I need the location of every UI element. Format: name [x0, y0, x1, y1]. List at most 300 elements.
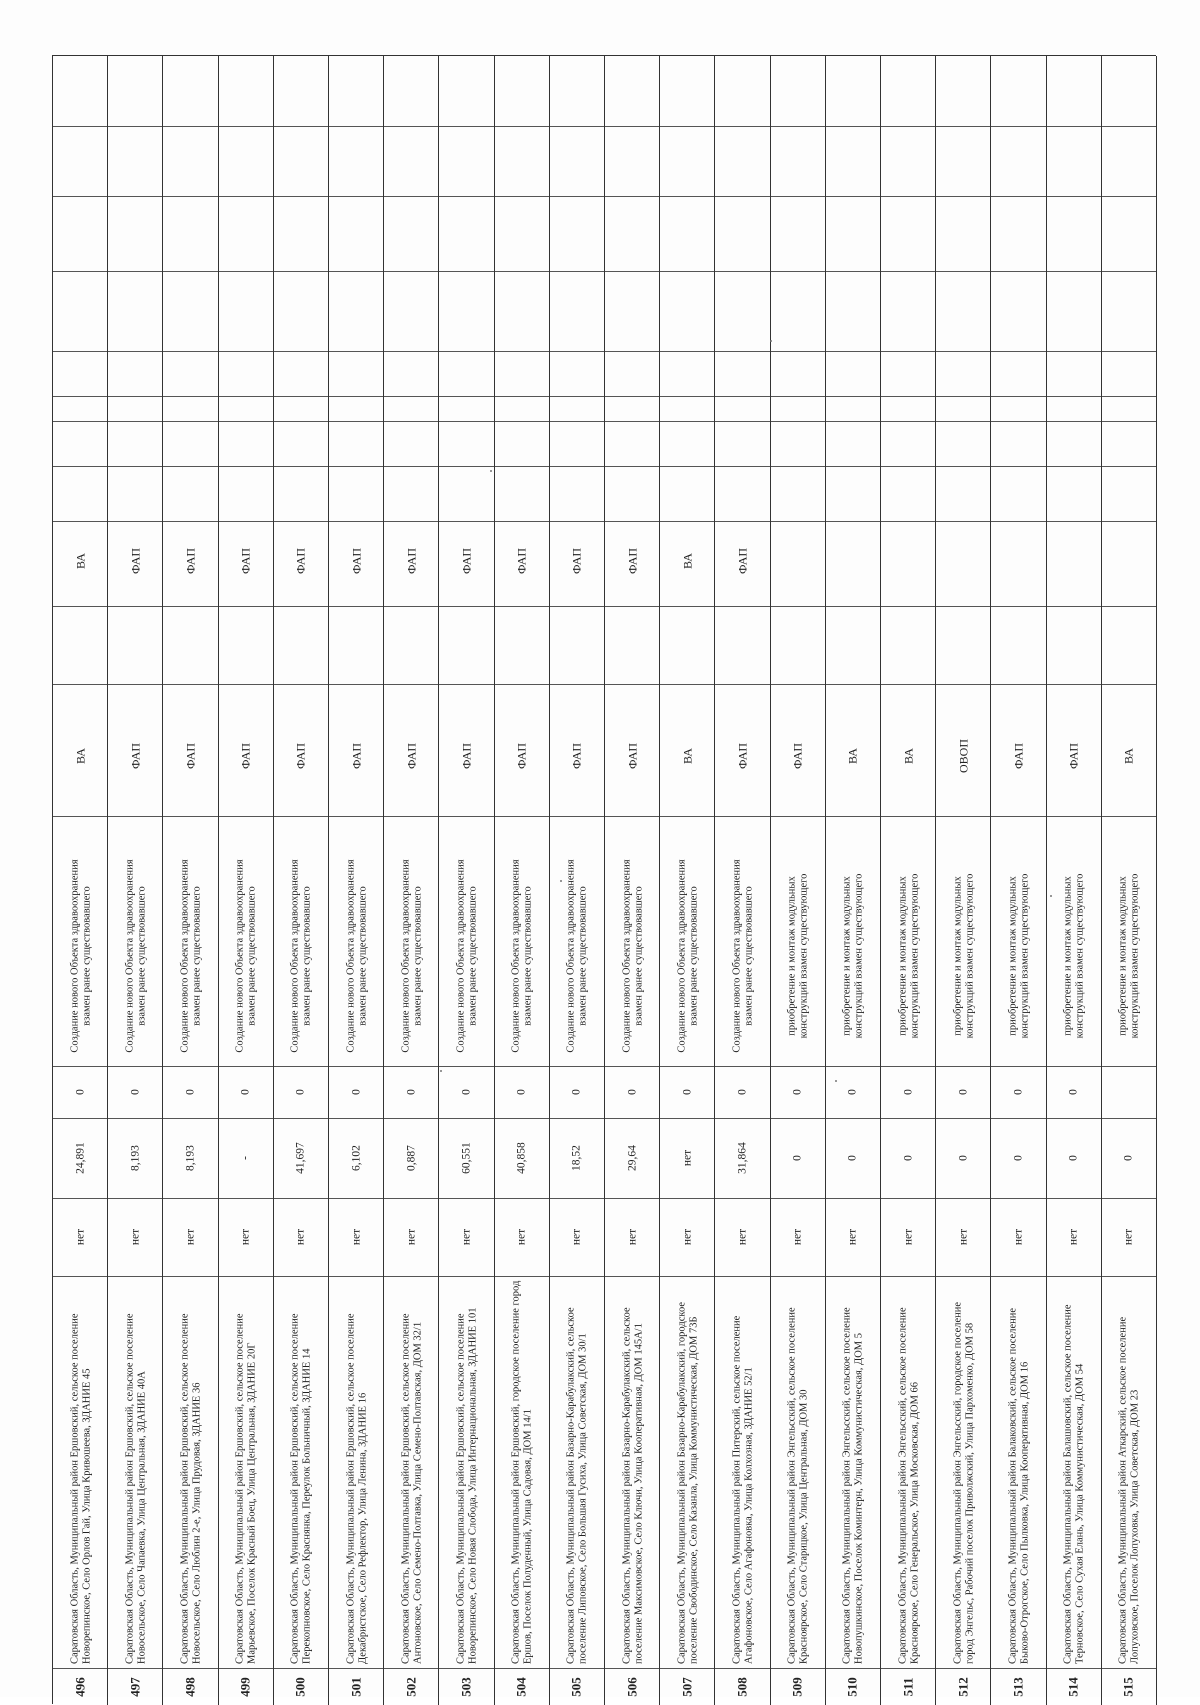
facility-type-cell-text: ФАП	[624, 742, 639, 770]
facility-type-cell	[881, 696, 936, 816]
status-cell-text: нет	[1122, 1228, 1135, 1246]
work-type-cell-text: Создание нового Объекта здравоохранения взамен ранее существовавшего	[676, 859, 699, 1053]
status-cell-text: нет	[736, 1228, 749, 1246]
address-cell	[826, 1276, 881, 1668]
row-number	[1047, 1668, 1102, 1705]
zero-cell	[163, 1066, 218, 1118]
row-number-text: 510	[845, 1676, 861, 1697]
scan-speck	[1050, 895, 1052, 897]
facility-type-cell-text: ФАП	[1011, 742, 1026, 770]
row-number	[163, 1668, 218, 1705]
row-number	[605, 1668, 660, 1705]
work-type-cell-text: Создание нового Объекта здравоохранения взамен ранее существовавшего	[400, 859, 423, 1053]
scan-speck	[835, 1080, 837, 1082]
table-row	[384, 56, 439, 1705]
status-cell-text: нет	[791, 1228, 804, 1246]
address-cell	[439, 1276, 494, 1668]
facility-type-cell	[771, 696, 826, 816]
row-number-text: 512	[955, 1676, 971, 1697]
facility-type-cell-2	[550, 516, 605, 606]
facility-type-cell-2	[495, 516, 550, 606]
table-row	[163, 56, 218, 1705]
status-cell	[53, 1198, 108, 1276]
zero-cell-text: 0	[515, 1089, 528, 1095]
scan-speck	[560, 880, 562, 882]
table-row	[1102, 56, 1157, 1705]
row-number	[771, 1668, 826, 1705]
status-cell-text: нет	[846, 1228, 859, 1246]
area-cell-text: -	[239, 1156, 252, 1160]
row-number-text: 511	[900, 1677, 916, 1696]
row-number-text: 501	[348, 1676, 364, 1697]
status-cell-text: нет	[350, 1228, 363, 1246]
status-cell-text: нет	[460, 1228, 473, 1246]
address-cell-text: Саратовская Область, Муниципальный район Энгельсский, городское поселение город Энгельс, Рабочий поселок Приволжский, Улица Пархоменко, ДОМ 58	[952, 1301, 975, 1664]
status-cell	[715, 1198, 770, 1276]
table-row	[936, 56, 991, 1705]
work-type-cell	[274, 846, 329, 1066]
status-cell	[219, 1198, 274, 1276]
address-cell	[108, 1276, 163, 1668]
row-number	[660, 1668, 715, 1705]
area-cell-text: 41,697	[294, 1142, 307, 1174]
status-cell	[274, 1198, 329, 1276]
zero-cell	[881, 1066, 936, 1118]
address-cell	[495, 1276, 550, 1668]
status-cell-text: нет	[626, 1228, 639, 1246]
scan-speck	[490, 470, 492, 472]
facility-type-cell-text: ВА	[1121, 748, 1136, 764]
zero-cell	[329, 1066, 384, 1118]
scan-speck	[440, 1070, 442, 1072]
row-number-text: 515	[1121, 1676, 1137, 1697]
area-cell	[771, 1118, 826, 1198]
area-cell	[53, 1118, 108, 1198]
zero-cell	[936, 1066, 991, 1118]
area-cell	[660, 1118, 715, 1198]
table-row	[439, 56, 494, 1705]
status-cell	[108, 1198, 163, 1276]
work-type-cell-text: Создание нового Объекта здравоохранения взамен ранее существовавшего	[565, 859, 589, 1053]
area-cell	[1102, 1118, 1157, 1198]
facility-type-cell-text: ФАП	[514, 742, 529, 770]
table-row	[108, 56, 163, 1705]
facility-type-cell-2	[660, 516, 715, 606]
zero-cell-text: 0	[1012, 1089, 1025, 1095]
row-number-text: 514	[1065, 1676, 1081, 1697]
row-number	[1102, 1668, 1157, 1705]
work-type-cell-text: приобретение и монтаж модульных конструкций взамен существующего	[841, 873, 865, 1039]
work-type-cell-text: Создание нового Объекта здравоохранения взамен ранее существовавшего	[731, 859, 754, 1053]
address-cell	[936, 1276, 991, 1668]
facility-type-cell	[1047, 696, 1102, 816]
zero-cell	[660, 1066, 715, 1118]
address-cell	[384, 1276, 439, 1668]
facility-type-cell-2	[108, 516, 163, 606]
zero-cell	[1047, 1066, 1102, 1118]
work-type-cell-text: Создание нового Объекта здравоохранения взамен ранее существовавшего	[289, 859, 313, 1053]
facility-type-cell-2-text: ВА	[72, 553, 87, 569]
row-number-text: 502	[403, 1676, 419, 1697]
zero-cell-text: 0	[184, 1089, 197, 1095]
facility-type-cell	[219, 696, 274, 816]
table-row	[274, 56, 329, 1705]
zero-cell-text: 0	[570, 1089, 583, 1095]
facility-type-cell-text: ВА	[845, 748, 860, 764]
work-type-cell	[1047, 846, 1102, 1066]
facility-type-cell-text: ФАП	[569, 742, 584, 770]
facility-type-cell-2-text: ФАП	[569, 547, 584, 575]
status-cell-text: нет	[957, 1228, 970, 1246]
zero-cell	[771, 1066, 826, 1118]
address-cell-text: Саратовская Область, Муниципальный район Аткарский, сельское поселение Лопуховское, Поселок Лопуховка, Улица Советская, ДОМ 23	[1117, 1316, 1141, 1664]
work-type-cell-text: Создание нового Объекта здравоохранения взамен ранее существовавшего	[344, 859, 368, 1053]
area-cell	[605, 1118, 660, 1198]
status-cell	[605, 1198, 660, 1276]
address-cell	[660, 1276, 715, 1668]
address-cell	[550, 1276, 605, 1668]
zero-cell-text: 0	[1067, 1089, 1080, 1095]
work-type-cell-text: Создание нового Объекта здравоохранения взамен ранее существовавшего	[179, 859, 202, 1053]
area-cell	[715, 1118, 770, 1198]
row-number	[550, 1668, 605, 1705]
status-cell-text: нет	[902, 1228, 915, 1246]
work-type-cell	[771, 846, 826, 1066]
zero-cell	[605, 1066, 660, 1118]
zero-cell-text: 0	[294, 1089, 307, 1095]
work-type-cell	[550, 846, 605, 1066]
area-cell	[550, 1118, 605, 1198]
facility-type-cell-2	[771, 516, 826, 606]
zero-cell-text: 0	[791, 1089, 804, 1095]
facility-type-cell-2	[274, 516, 329, 606]
facility-type-cell-2-text: ФАП	[459, 547, 474, 575]
area-cell-text: 0	[1067, 1155, 1080, 1161]
status-cell-text: нет	[129, 1228, 142, 1246]
area-cell	[1047, 1118, 1102, 1198]
facility-type-cell-text: ФАП	[404, 742, 419, 770]
facility-type-cell-2-text: ВА	[680, 553, 695, 569]
row-number-text: 498	[182, 1676, 198, 1697]
work-type-cell	[715, 846, 770, 1066]
facility-type-cell-2	[936, 516, 991, 606]
status-cell	[991, 1198, 1046, 1276]
facility-type-cell-2	[219, 516, 274, 606]
facility-type-cell-2	[1102, 516, 1157, 606]
work-type-cell-text: приобретение и монтаж модульных конструкций взамен существующего	[786, 873, 810, 1039]
zero-cell-text: 0	[626, 1089, 639, 1095]
work-type-cell	[936, 846, 991, 1066]
facility-type-cell	[108, 696, 163, 816]
facility-type-cell-text: ФАП	[735, 742, 750, 770]
area-cell-text: 8,193	[184, 1145, 197, 1171]
address-cell	[1047, 1276, 1102, 1668]
work-type-cell	[991, 846, 1046, 1066]
facility-type-cell-2	[605, 516, 660, 606]
zero-cell	[439, 1066, 494, 1118]
facility-type-cell-2-text: ФАП	[183, 547, 198, 575]
table-row	[219, 56, 274, 1705]
status-cell	[771, 1198, 826, 1276]
area-cell	[881, 1118, 936, 1198]
address-cell-text: Саратовская Область, Муниципальный район Балаковский, сельское поселение Быково-Отрогское, Село Пылковка, Улица Кооперативная, ДОМ 16	[1007, 1307, 1030, 1664]
work-type-cell-text: Создание нового Объекта здравоохранения взамен ранее существовавшего	[510, 859, 534, 1053]
area-cell-text: 0	[791, 1155, 804, 1161]
row-number	[108, 1668, 163, 1705]
status-cell-text: нет	[184, 1228, 197, 1246]
zero-cell-text: 0	[957, 1089, 970, 1095]
row-number-text: 496	[72, 1676, 88, 1697]
address-cell	[163, 1276, 218, 1668]
row-number	[329, 1668, 384, 1705]
zero-cell	[219, 1066, 274, 1118]
address-cell-text: Саратовская Область, Муниципальный район Базарно-Карабулакский, городское поселение Свободинское, Село Казанла, Улица Коммунистическая, ДОМ 73Б	[676, 1302, 699, 1664]
facility-type-cell-2	[715, 516, 770, 606]
area-cell	[991, 1118, 1046, 1198]
address-cell-text: Саратовская Область, Муниципальный район Энгельсский, сельское поселение Красноярское, Село Старицкое, Улица Центральная, ДОМ 30	[786, 1307, 810, 1664]
row-number-text: 499	[237, 1676, 253, 1697]
address-cell-text: Саратовская Область, Муниципальный район Ершовский, сельское поселение Новорепинское, Село Орлов Гай, Улица Кривошеева, ЗДАНИЕ 45	[68, 1313, 92, 1664]
status-cell-text: нет	[681, 1228, 694, 1246]
row-number	[53, 1668, 108, 1705]
area-cell-text: 6,102	[350, 1145, 363, 1171]
work-type-cell	[1102, 846, 1157, 1066]
row-number-text: 506	[624, 1676, 640, 1697]
address-cell-text: Саратовская Область, Муниципальный район Ершовский, сельское поселение Новосельское, Село Люблин 2-е, Улица Прудовая, ЗДАНИЕ 36	[179, 1313, 202, 1664]
area-cell-text: 40,858	[515, 1142, 528, 1174]
status-cell	[163, 1198, 218, 1276]
work-type-cell-text: Создание нового Объекта здравоохранения взамен ранее существовавшего	[68, 859, 92, 1053]
table-row	[660, 56, 715, 1705]
area-cell-text: 24,891	[74, 1142, 87, 1174]
facility-type-cell	[439, 696, 494, 816]
row-number	[495, 1668, 550, 1705]
row-number-text: 500	[293, 1676, 309, 1697]
zero-cell-text: 0	[736, 1089, 749, 1095]
table-row	[605, 56, 660, 1705]
facility-type-cell	[550, 696, 605, 816]
zero-cell-text: 0	[902, 1089, 915, 1095]
work-type-cell-text: Создание нового Объекта здравоохранения взамен ранее существовавшего	[124, 859, 147, 1053]
status-cell-text: нет	[74, 1228, 87, 1246]
facility-type-cell-text: ВА	[900, 748, 915, 764]
area-cell-text: 0,887	[405, 1145, 418, 1171]
status-cell-text: нет	[1012, 1228, 1025, 1246]
status-cell-text: нет	[405, 1228, 418, 1246]
status-cell	[1047, 1198, 1102, 1276]
facility-type-cell	[660, 696, 715, 816]
row-number-text: 509	[789, 1676, 805, 1697]
facility-type-cell-text: ФАП	[790, 742, 805, 770]
work-type-cell	[108, 846, 163, 1066]
facility-type-cell-text: ФАП	[128, 742, 143, 770]
facility-type-cell-2	[439, 516, 494, 606]
row-number-text: 504	[513, 1676, 529, 1697]
zero-cell-text: 0	[846, 1089, 859, 1095]
work-type-cell-text: приобретение и монтаж модульных конструкций взамен существующего	[1117, 873, 1141, 1039]
area-cell	[826, 1118, 881, 1198]
table-row	[53, 56, 108, 1705]
zero-cell-text: 0	[681, 1089, 694, 1095]
facility-type-cell-text: ФАП	[293, 742, 308, 770]
facility-type-cell-2	[163, 516, 218, 606]
work-type-cell	[53, 846, 108, 1066]
status-cell	[439, 1198, 494, 1276]
work-type-cell	[605, 846, 660, 1066]
row-number	[439, 1668, 494, 1705]
facility-type-cell	[605, 696, 660, 816]
row-number-text: 503	[458, 1676, 474, 1697]
address-cell	[881, 1276, 936, 1668]
address-cell-text: Саратовская Область, Муниципальный район Ершовский, сельское поселение Антоновское, Село Семено-Полтавка, Улица Семено-Полтавская, ДОМ 32/1	[400, 1313, 423, 1664]
facility-type-cell	[495, 696, 550, 816]
zero-cell	[108, 1066, 163, 1118]
facility-type-cell-2	[881, 516, 936, 606]
area-cell-text: 60,551	[460, 1142, 473, 1174]
zero-cell-text: 0	[350, 1089, 363, 1095]
status-cell	[550, 1198, 605, 1276]
scan-speck	[770, 340, 772, 342]
status-cell	[881, 1198, 936, 1276]
area-cell	[495, 1118, 550, 1198]
facility-type-cell	[329, 696, 384, 816]
facility-type-cell-2	[53, 516, 108, 606]
row-number-text: 505	[569, 1676, 585, 1697]
address-cell	[715, 1276, 770, 1668]
area-cell-text: 0	[846, 1155, 859, 1161]
area-cell	[936, 1118, 991, 1198]
table-row	[329, 56, 384, 1705]
area-cell-text: 29,64	[626, 1145, 639, 1171]
work-type-cell	[495, 846, 550, 1066]
facility-type-cell-text: ОВОП	[956, 739, 971, 774]
work-type-cell	[163, 846, 218, 1066]
row-number-text: 513	[1010, 1676, 1026, 1697]
facility-type-cell-text: ВА	[680, 748, 695, 764]
address-cell-text: Саратовская Область, Муниципальный район Базарно-Карабулакский, сельское поселение Липовское, Село Большая Гусиха, Улица Советская, ДОМ 30/1	[565, 1307, 589, 1664]
facility-type-cell	[936, 696, 991, 816]
row-number	[991, 1668, 1046, 1705]
facility-type-cell-text: ВА	[72, 748, 87, 764]
address-cell	[219, 1276, 274, 1668]
area-cell-text: нет	[681, 1149, 694, 1167]
area-cell	[108, 1118, 163, 1198]
status-cell-text: нет	[570, 1228, 583, 1246]
facility-type-cell-2	[991, 516, 1046, 606]
area-cell	[439, 1118, 494, 1198]
status-cell-text: нет	[294, 1228, 307, 1246]
status-cell	[826, 1198, 881, 1276]
address-cell	[329, 1276, 384, 1668]
status-cell	[329, 1198, 384, 1276]
status-cell	[384, 1198, 439, 1276]
facility-type-cell	[53, 696, 108, 816]
facility-type-cell	[715, 696, 770, 816]
zero-cell	[550, 1066, 605, 1118]
zero-cell-text: 0	[129, 1089, 142, 1095]
address-cell-text: Саратовская Область, Муниципальный район Базарно-Карабулакский, сельское поселение Максимовское, Село Ключи, Улица Кооперативная, ДОМ 145А/1	[620, 1307, 644, 1664]
row-number	[881, 1668, 936, 1705]
address-cell-text: Саратовская Область, Муниципальный район Ершовский, сельское поселение Перекопновское, Село Краснянка, Переулок Больничный, ЗДАНИЕ 14	[289, 1313, 313, 1664]
work-type-cell-text: Создание нового Объекта здравоохранения взамен ранее существовавшего	[455, 859, 478, 1053]
zero-cell	[991, 1066, 1046, 1118]
facility-type-cell-2	[826, 516, 881, 606]
facility-type-cell	[1102, 696, 1157, 816]
row-number	[715, 1668, 770, 1705]
area-cell	[329, 1118, 384, 1198]
address-cell	[274, 1276, 329, 1668]
facility-type-cell-2-text: ФАП	[128, 547, 143, 575]
table-row	[550, 56, 605, 1705]
work-type-cell-text: Создание нового Объекта здравоохранения взамен ранее существовавшего	[234, 859, 258, 1053]
area-cell-text: 0	[1122, 1155, 1135, 1161]
address-cell	[771, 1276, 826, 1668]
facility-type-cell-2-text: ФАП	[735, 547, 750, 575]
work-type-cell	[660, 846, 715, 1066]
facility-type-cell-2-text: ФАП	[514, 547, 529, 575]
facility-type-cell	[384, 696, 439, 816]
address-cell-text: Саратовская Область, Муниципальный район Энгельсский, сельское поселение Красноярское, Село Генеральское, Улица Московская, ДОМ 66	[896, 1307, 920, 1664]
address-cell	[1102, 1276, 1157, 1668]
row-number	[384, 1668, 439, 1705]
rotated-register-table	[52, 55, 1156, 1704]
area-cell	[274, 1118, 329, 1198]
work-type-cell	[329, 846, 384, 1066]
area-cell	[163, 1118, 218, 1198]
area-cell-text: 0	[1012, 1155, 1025, 1161]
address-cell	[605, 1276, 660, 1668]
status-cell-text: нет	[1067, 1228, 1080, 1246]
address-cell-text: Саратовская Область, Муниципальный район Ершовский, городское поселение город Ершов, Поселок Полуденный, Улица Садовая, ДОМ 14/1	[510, 1280, 534, 1664]
work-type-cell-text: приобретение и монтаж модульных конструкций взамен существующего	[1007, 873, 1030, 1039]
status-cell	[936, 1198, 991, 1276]
facility-type-cell-2	[329, 516, 384, 606]
work-type-cell	[384, 846, 439, 1066]
address-cell-text: Саратовская Область, Муниципальный район Балашовский, сельское поселение Терновское, Село Сухая Елань, Улица Коммунистическая, ДОМ 54	[1062, 1304, 1086, 1664]
address-cell-text: Саратовская Область, Муниципальный район Ершовский, сельское поселение Новорепинское, Село Новая Слобода, Улица Интернациональная, ЗДАНИЕ 101	[455, 1307, 478, 1664]
facility-type-cell-text: ФАП	[1066, 742, 1081, 770]
facility-type-cell-2	[384, 516, 439, 606]
facility-type-cell-2-text: ФАП	[293, 547, 308, 575]
facility-type-cell	[274, 696, 329, 816]
status-cell	[495, 1198, 550, 1276]
facility-type-cell-text: ФАП	[238, 742, 253, 770]
area-cell	[219, 1118, 274, 1198]
work-type-cell	[439, 846, 494, 1066]
work-type-cell	[826, 846, 881, 1066]
table-row	[495, 56, 550, 1705]
work-type-cell-text: приобретение и монтаж модульных конструкций взамен существующего	[952, 873, 975, 1039]
table-row	[771, 56, 826, 1705]
area-cell-text: 0	[902, 1155, 915, 1161]
facility-type-cell-2-text: ФАП	[404, 547, 419, 575]
address-cell	[991, 1276, 1046, 1668]
address-cell-text: Саратовская Область, Муниципальный район Питерский, сельское поселение Агафоновское, Село Агафоновка, Улица Колхозная, ЗДАНИЕ 52/1	[731, 1315, 754, 1664]
address-cell	[53, 1276, 108, 1668]
facility-type-cell-text: ФАП	[348, 742, 363, 770]
facility-type-cell	[991, 696, 1046, 816]
area-cell-text: 8,193	[129, 1145, 142, 1171]
area-cell-text: 0	[957, 1155, 970, 1161]
work-type-cell	[881, 846, 936, 1066]
facility-type-cell-2	[1047, 516, 1102, 606]
area-cell	[384, 1118, 439, 1198]
area-cell-text: 18,52	[570, 1145, 583, 1171]
row-number	[826, 1668, 881, 1705]
facility-type-cell-text: ФАП	[183, 742, 198, 770]
status-cell	[660, 1198, 715, 1276]
facility-type-cell-text: ФАП	[459, 742, 474, 770]
